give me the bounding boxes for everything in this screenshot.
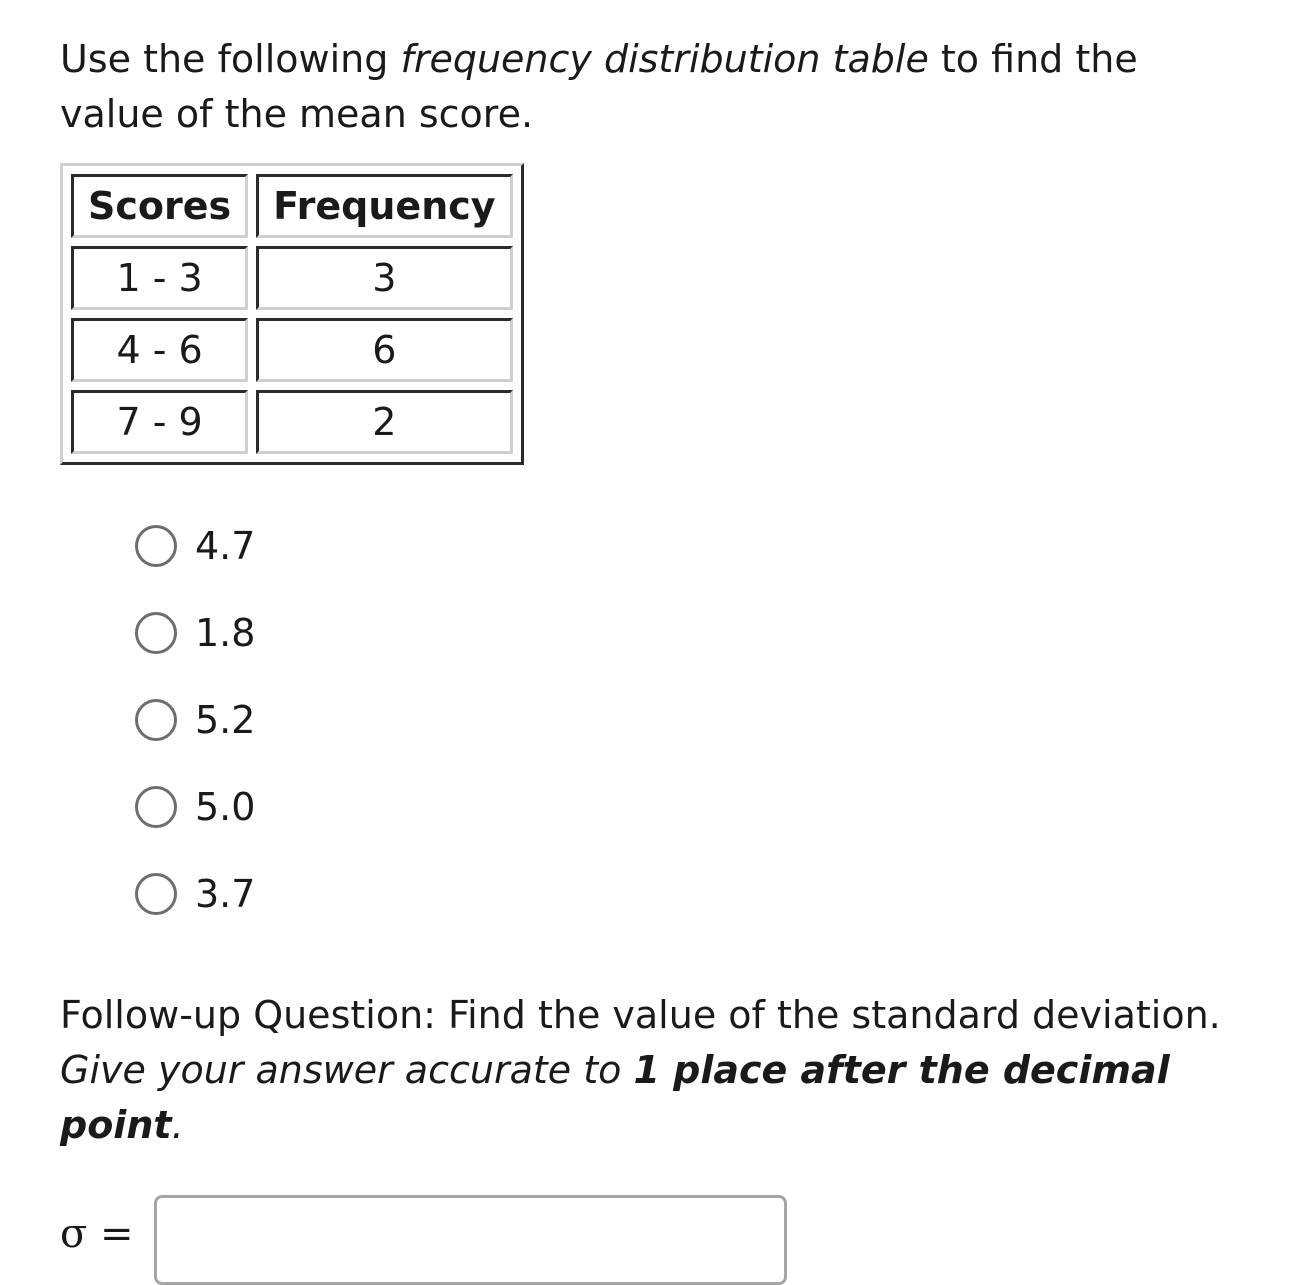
answer-options: [135, 520, 255, 955]
frequency-distribution-table: [60, 163, 524, 465]
followup-text: Follow-up Question: Find the value of the standard deviation.: [60, 993, 1221, 1037]
radio-button[interactable]: [135, 612, 177, 654]
radio-button[interactable]: [135, 699, 177, 741]
option-label[interactable]: 5.2: [195, 698, 256, 742]
table-row: [71, 390, 513, 454]
option-label[interactable]: 1.8: [195, 611, 256, 655]
question-part2: to find the value of the mean score.: [60, 37, 1138, 136]
header-scores: Scores: [71, 174, 248, 238]
radio-button[interactable]: [135, 873, 177, 915]
option-item[interactable]: [135, 520, 255, 607]
table-header-row: [71, 174, 513, 238]
radio-button[interactable]: [135, 525, 177, 567]
table-row: [71, 246, 513, 310]
sigma-label: σ =: [60, 1211, 134, 1257]
followup-instruction-italic: Give your answer accurate to: [60, 1048, 634, 1092]
option-item[interactable]: [135, 868, 255, 955]
table-row: [71, 318, 513, 382]
scores-cell: 7 - 9: [71, 390, 248, 454]
frequency-cell: 2: [256, 390, 512, 454]
header-frequency: Frequency: [256, 174, 512, 238]
question-part1: Use the following: [60, 37, 401, 81]
question-text: [60, 32, 1240, 142]
answer-row: [60, 1195, 787, 1285]
followup-instruction-bold: 1 place after the decimal point: [60, 1048, 1170, 1147]
radio-button[interactable]: [135, 786, 177, 828]
option-item[interactable]: [135, 781, 255, 868]
frequency-cell: 3: [256, 246, 512, 310]
followup-instruction-end: .: [171, 1103, 184, 1147]
option-label[interactable]: 3.7: [195, 872, 256, 916]
scores-cell: 1 - 3: [71, 246, 248, 310]
option-item[interactable]: [135, 694, 255, 781]
scores-cell: 4 - 6: [71, 318, 248, 382]
followup-question: [60, 988, 1250, 1153]
question-emphasis: frequency distribution table: [400, 37, 929, 81]
standard-deviation-input[interactable]: [154, 1195, 787, 1285]
option-label[interactable]: 4.7: [195, 524, 256, 568]
frequency-cell: 6: [256, 318, 512, 382]
option-item[interactable]: [135, 607, 255, 694]
option-label[interactable]: 5.0: [195, 785, 256, 829]
